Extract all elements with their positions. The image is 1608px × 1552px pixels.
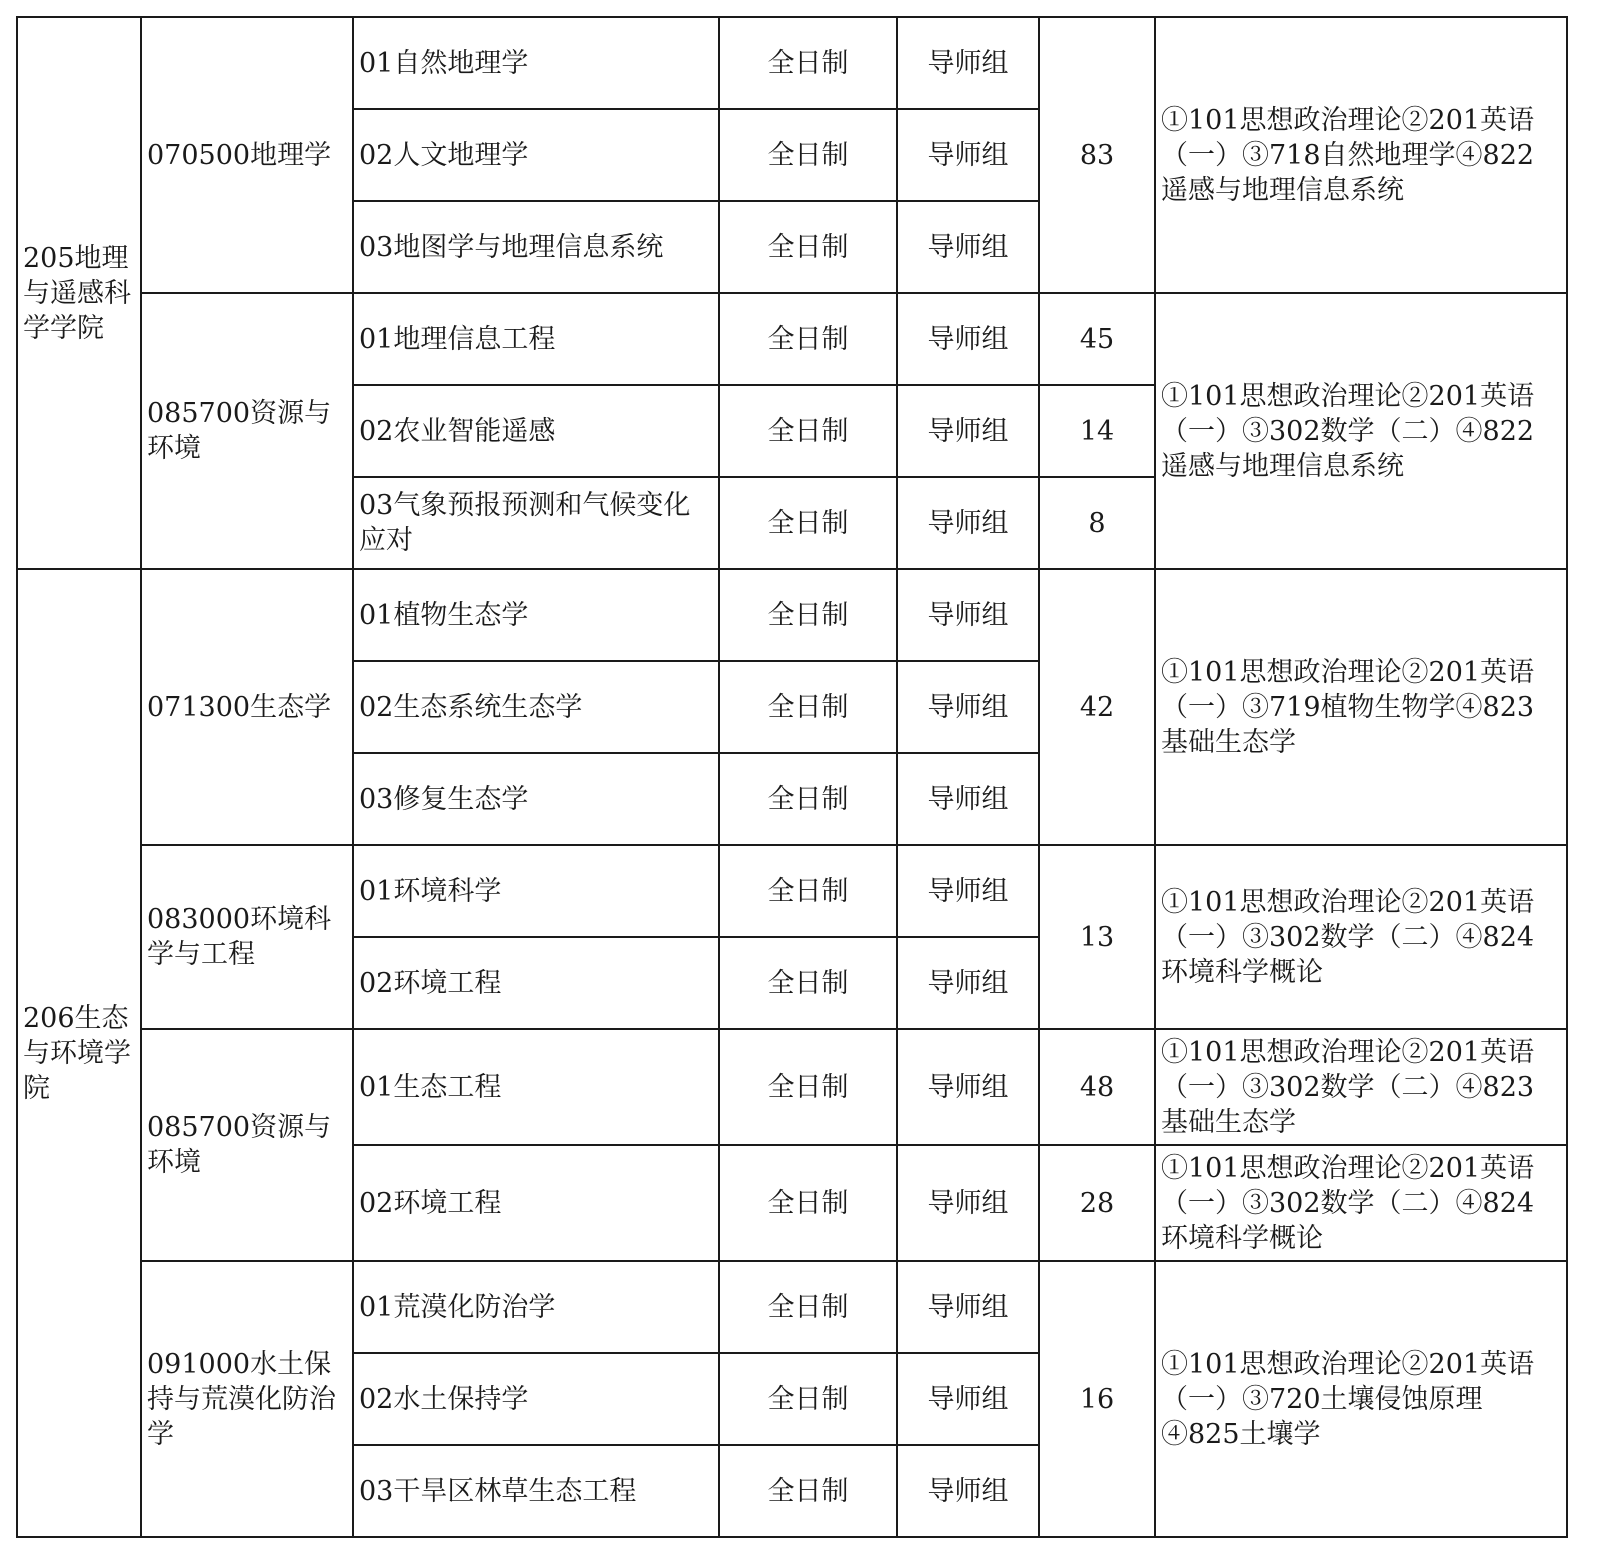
- supervisor-cell: 导师组: [897, 109, 1039, 201]
- study-mode-cell: 全日制: [719, 1145, 897, 1261]
- table-row: [17, 17, 1567, 109]
- enrollment-quota-cell: 83: [1039, 17, 1155, 293]
- research-direction-cell: 03修复生态学: [353, 753, 719, 845]
- study-mode-cell: 全日制: [719, 845, 897, 937]
- exam-subjects-cell: ①101思想政治理论②201英语（一）③719植物生物学④823基础生态学: [1155, 569, 1567, 845]
- supervisor-cell: 导师组: [897, 1029, 1039, 1145]
- enrollment-table: [16, 16, 1568, 1538]
- exam-subjects-cell: ①101思想政治理论②201英语（一）③720土壤侵蚀原理④825土壤学: [1155, 1261, 1567, 1537]
- discipline-cell: 083000环境科学与工程: [141, 845, 353, 1029]
- discipline-cell: 085700资源与环境: [141, 293, 353, 569]
- research-direction-cell: 02环境工程: [353, 1145, 719, 1261]
- research-direction-cell: 03地图学与地理信息系统: [353, 201, 719, 293]
- enrollment-quota-cell: 45: [1039, 293, 1155, 385]
- study-mode-cell: 全日制: [719, 201, 897, 293]
- exam-subjects-cell: ①101思想政治理论②201英语（一）③718自然地理学④822遥感与地理信息系统: [1155, 17, 1567, 293]
- study-mode-cell: 全日制: [719, 385, 897, 477]
- supervisor-cell: 导师组: [897, 937, 1039, 1029]
- exam-subjects-cell: ①101思想政治理论②201英语（一）③302数学（二）④823基础生态学: [1155, 1029, 1567, 1145]
- supervisor-cell: 导师组: [897, 17, 1039, 109]
- supervisor-cell: 导师组: [897, 569, 1039, 661]
- research-direction-cell: 02环境工程: [353, 937, 719, 1029]
- research-direction-cell: 02生态系统生态学: [353, 661, 719, 753]
- study-mode-cell: 全日制: [719, 109, 897, 201]
- supervisor-cell: 导师组: [897, 753, 1039, 845]
- study-mode-cell: 全日制: [719, 477, 897, 569]
- enrollment-quota-cell: 48: [1039, 1029, 1155, 1145]
- research-direction-cell: 01自然地理学: [353, 17, 719, 109]
- exam-subjects-cell: ①101思想政治理论②201英语（一）③302数学（二）④824环境科学概论: [1155, 1145, 1567, 1261]
- supervisor-cell: 导师组: [897, 293, 1039, 385]
- table-row: [17, 293, 1567, 385]
- study-mode-cell: 全日制: [719, 293, 897, 385]
- supervisor-cell: 导师组: [897, 845, 1039, 937]
- study-mode-cell: 全日制: [719, 569, 897, 661]
- supervisor-cell: 导师组: [897, 201, 1039, 293]
- study-mode-cell: 全日制: [719, 753, 897, 845]
- study-mode-cell: 全日制: [719, 1353, 897, 1445]
- research-direction-cell: 01荒漠化防治学: [353, 1261, 719, 1353]
- research-direction-cell: 01植物生态学: [353, 569, 719, 661]
- exam-subjects-cell: ①101思想政治理论②201英语（一）③302数学（二）④822遥感与地理信息系统: [1155, 293, 1567, 569]
- enrollment-quota-cell: 16: [1039, 1261, 1155, 1537]
- research-direction-cell: 03气象预报预测和气候变化应对: [353, 477, 719, 569]
- supervisor-cell: 导师组: [897, 477, 1039, 569]
- supervisor-cell: 导师组: [897, 661, 1039, 753]
- table-row: [17, 569, 1567, 661]
- study-mode-cell: 全日制: [719, 1261, 897, 1353]
- supervisor-cell: 导师组: [897, 385, 1039, 477]
- research-direction-cell: 03干旱区林草生态工程: [353, 1445, 719, 1537]
- enrollment-quota-cell: 13: [1039, 845, 1155, 1029]
- research-direction-cell: 02人文地理学: [353, 109, 719, 201]
- study-mode-cell: 全日制: [719, 661, 897, 753]
- research-direction-cell: 01地理信息工程: [353, 293, 719, 385]
- enrollment-quota-cell: 8: [1039, 477, 1155, 569]
- supervisor-cell: 导师组: [897, 1145, 1039, 1261]
- discipline-cell: 091000水土保持与荒漠化防治学: [141, 1261, 353, 1537]
- study-mode-cell: 全日制: [719, 937, 897, 1029]
- exam-subjects-cell: ①101思想政治理论②201英语（一）③302数学（二）④824环境科学概论: [1155, 845, 1567, 1029]
- enrollment-quota-cell: 14: [1039, 385, 1155, 477]
- supervisor-cell: 导师组: [897, 1353, 1039, 1445]
- enrollment-quota-cell: 42: [1039, 569, 1155, 845]
- research-direction-cell: 01生态工程: [353, 1029, 719, 1145]
- table-row: [17, 1029, 1567, 1145]
- discipline-cell: 085700资源与环境: [141, 1029, 353, 1261]
- research-direction-cell: 01环境科学: [353, 845, 719, 937]
- study-mode-cell: 全日制: [719, 1445, 897, 1537]
- research-direction-cell: 02水土保持学: [353, 1353, 719, 1445]
- table-row: [17, 1261, 1567, 1353]
- study-mode-cell: 全日制: [719, 17, 897, 109]
- college-cell: 206生态与环境学院: [17, 569, 141, 1537]
- discipline-cell: 071300生态学: [141, 569, 353, 845]
- college-cell: 205地理与遥感科学学院: [17, 17, 141, 569]
- table-body: [17, 17, 1567, 1537]
- table-row: [17, 845, 1567, 937]
- discipline-cell: 070500地理学: [141, 17, 353, 293]
- research-direction-cell: 02农业智能遥感: [353, 385, 719, 477]
- supervisor-cell: 导师组: [897, 1261, 1039, 1353]
- enrollment-quota-cell: 28: [1039, 1145, 1155, 1261]
- study-mode-cell: 全日制: [719, 1029, 897, 1145]
- supervisor-cell: 导师组: [897, 1445, 1039, 1537]
